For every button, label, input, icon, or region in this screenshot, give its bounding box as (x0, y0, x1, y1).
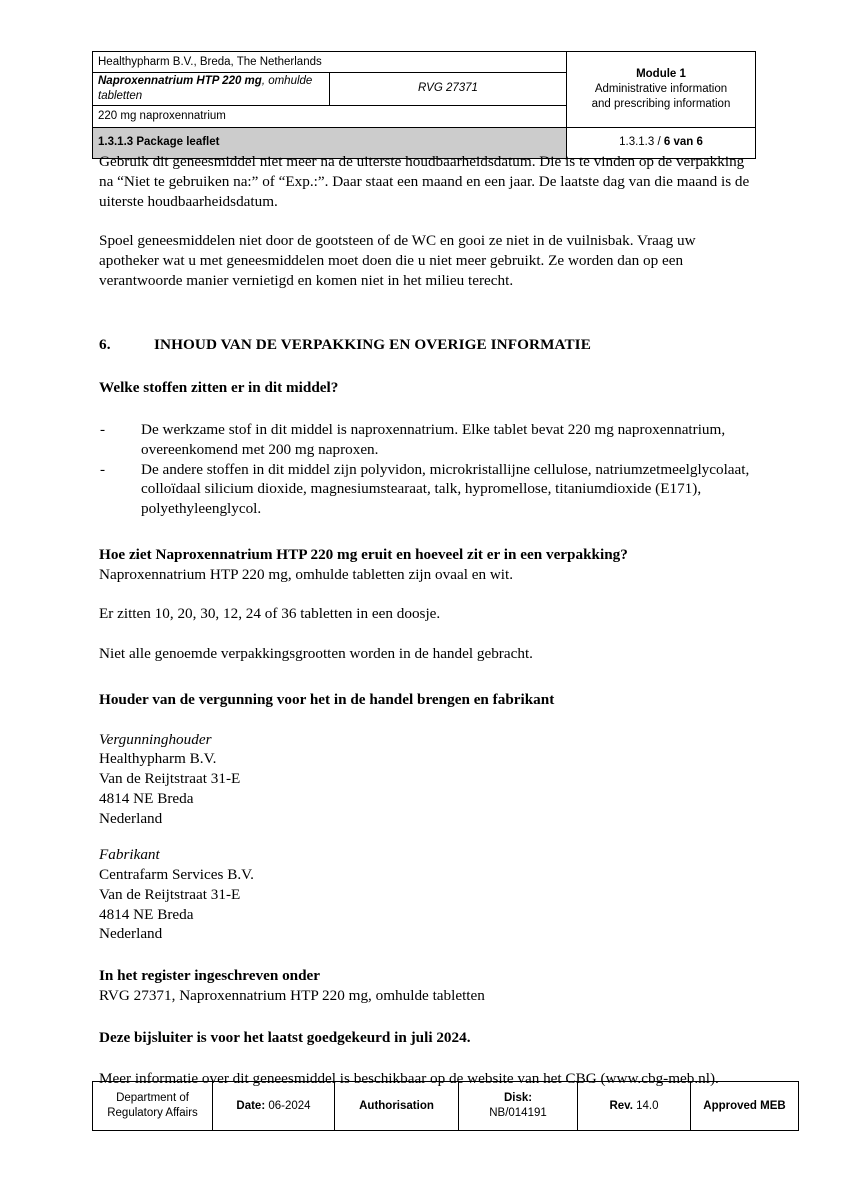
holder-country: Nederland (99, 809, 163, 827)
list-item (99, 460, 753, 519)
footer-disk-cell (459, 1082, 578, 1131)
header-section-title-cell: 1.3.1.3 Package leaflet (93, 127, 567, 158)
department-line1: Department of (116, 1092, 189, 1105)
register-text: RVG 27371, Naproxennatrium HTP 220 mg, omhulde tabletten (99, 986, 485, 1004)
disk-label: Disk: (503, 1092, 533, 1105)
document-header-table (92, 51, 756, 159)
holder-label: Vergunninghouder (99, 730, 212, 748)
header-company-cell: Healthypharm B.V., Breda, The Netherlands (93, 52, 567, 73)
footer-date-cell (213, 1082, 335, 1131)
holder-heading: Houder van de vergunning voor het in de handel brengen en fabrikant (99, 690, 555, 708)
appearance-heading: Hoe ziet Naproxennatrium HTP 220 mg eruit en hoeveel zit er in een verpakking? (99, 545, 628, 563)
ingredients-heading: Welke stoffen zitten er in dit middel? (99, 379, 339, 397)
section-6-heading (99, 335, 753, 355)
ingredient-active: De werkzame stof in dit middel is naproxennatrium. Elke tablet bevat 220 mg naproxennatrium, overeenkomend met 200 mg naproxen. (141, 421, 726, 458)
table-row (93, 1082, 799, 1131)
register-heading: In het register ingeschreven onder (99, 967, 321, 984)
spacer (99, 664, 753, 690)
more-info-text: Meer informatie over dit geneesmiddel is beschikbaar op de website van het CBG (www.cbg-meb.nl). (99, 1070, 719, 1088)
holder-city: 4814 NE Breda (99, 789, 194, 807)
footer-rev-cell (578, 1082, 691, 1131)
spacer (99, 584, 753, 604)
disk-value: NB/014191 (489, 1107, 547, 1119)
pack-availability-note: Niet alle genoemde verpakkingsgrootten worden in de handel gebracht. (99, 645, 533, 662)
spacer (99, 291, 753, 335)
document-footer-table (92, 1081, 799, 1131)
spacer (99, 710, 753, 730)
approved-label: Approved MEB (703, 1099, 786, 1112)
approval-date-line: Deze bijsluiter is voor het laatst goedgekeurd in juli 2024. (99, 1028, 471, 1046)
spacer (99, 1047, 753, 1069)
section-6-number: 6. (99, 335, 111, 353)
header-strength-cell: 220 mg naproxennatrium (93, 105, 567, 127)
footer-department-cell (93, 1082, 213, 1131)
holder-name: Healthypharm B.V. (99, 750, 217, 768)
module-subtitle-line1: Administrative information (594, 82, 728, 95)
spacer (99, 211, 753, 231)
paragraph-disposal: Spoel geneesmiddelen niet door de gootsteen of de WC en gooi ze niet in de vuilnisbak. Vraag uw apotheker wat u met geneesmiddelen moet doen die u niet meer gebruikt. Ze worden dan op een verantwoorde manier vernietigd en komen niet in het milieu terecht. (99, 232, 696, 289)
product-form: , omhulde tabletten (98, 75, 313, 102)
appearance-text: Naproxennatrium HTP 220 mg, omhulde tabletten zijn ovaal en wit. (99, 565, 514, 583)
document-body (99, 152, 753, 1089)
ingredient-excipients: De andere stoffen in dit middel zijn polyvidon, microkristallijne cellulose, natriumzetmeelglycolaat, colloïdaal silicium dioxide, magnesiumstearaat, talk, hypromellose, titaniumdioxide (E171), polyethyleenglycol. (141, 460, 750, 517)
section-6-title: INHOUD VAN DE VERPAKKING EN OVERIGE INFORMATIE (154, 335, 591, 353)
paragraph-expiry: Gebruik dit geneesmiddel niet meer na de uiterste houdbaarheidsdatum. Die is te vinden op de verpakking na “Niet te gebruiken na:” of “Exp.:”. Daar staat een maand en een jaar. De laatste dag van die maand is de uiterste houdbaarheidsdatum. (99, 153, 750, 210)
list-item (99, 420, 753, 460)
holder-street: Van de Reijtstraat 31-E (99, 770, 241, 787)
module-title: Module 1 (636, 68, 686, 81)
header-rvg-cell: RVG 27371 (330, 73, 567, 106)
manufacturer-street: Van de Reijtstraat 31-E (99, 885, 241, 903)
footer-approved-cell (691, 1082, 799, 1131)
module-subtitle-line2: and prescribing information (591, 97, 731, 110)
spacer (99, 519, 753, 545)
authorisation-label: Authorisation (359, 1099, 434, 1112)
department-line2: Regulatory Affairs (107, 1107, 198, 1119)
spacer (99, 624, 753, 644)
product-name-bold: Naproxennatrium HTP 220 mg (98, 75, 262, 87)
header-module-cell (567, 52, 756, 128)
manufacturer-label: Fabrikant (99, 846, 160, 864)
header-product-cell (93, 73, 330, 106)
rev-label: Rev. (609, 1099, 633, 1112)
spacer (99, 398, 753, 420)
date-value: 06-2024 (265, 1099, 311, 1112)
page-ref-prefix: 1.3.1.3 / (619, 136, 664, 149)
footer-authorisation-cell (335, 1082, 459, 1131)
manufacturer-country: Nederland (99, 925, 163, 943)
date-label: Date: (236, 1099, 266, 1112)
spacer (99, 828, 753, 845)
manufacturer-city: 4814 NE Breda (99, 905, 194, 923)
ingredients-list (99, 420, 753, 519)
spacer (99, 1006, 753, 1028)
rev-value: 14.0 (632, 1099, 659, 1112)
dash-marker: - (100, 460, 106, 478)
header-row-company (93, 52, 756, 73)
pack-sizes-text: Er zitten 10, 20, 30, 12, 24 of 36 tabletten in een doosje. (99, 605, 441, 623)
spacer (99, 354, 753, 378)
manufacturer-name: Centrafarm Services B.V. (99, 866, 254, 883)
dash-marker: - (100, 421, 106, 438)
spacer (99, 944, 753, 966)
page-ref-number: 6 van 6 (663, 136, 703, 149)
